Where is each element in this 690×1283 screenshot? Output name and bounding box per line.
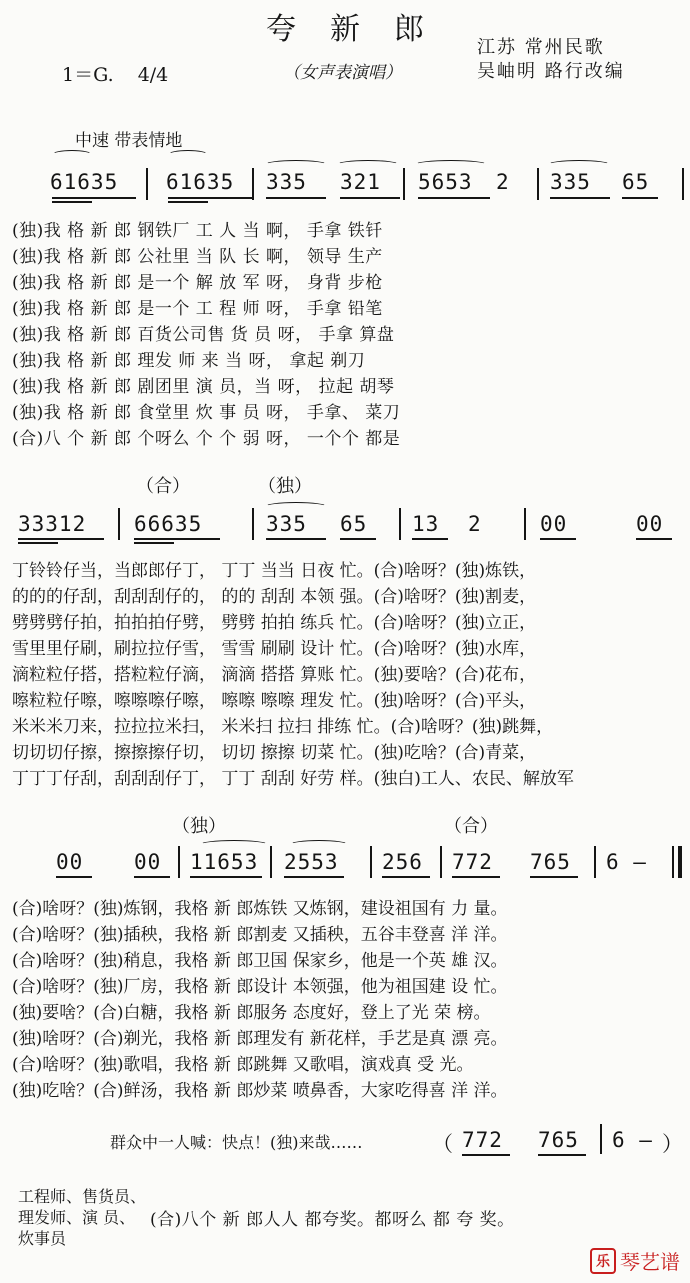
- beam: [190, 876, 262, 878]
- solo-label: （独）: [258, 476, 312, 497]
- measure-5-notes-b: 00: [636, 512, 664, 536]
- finale-role-2: 理发师、演 员、: [18, 1208, 136, 1227]
- performance-note: （女声表演唱）: [283, 63, 402, 83]
- beam: [452, 876, 500, 878]
- lyric-line: (合)啥呀？(独)稍息，我格 新 郎卫国 保家乡，他是一个英 雄 汉。: [12, 951, 508, 971]
- slur: [168, 150, 208, 159]
- beam: [56, 876, 92, 878]
- measure-1-notes: 33312: [18, 512, 87, 536]
- barline: [672, 846, 674, 878]
- slur: [200, 840, 268, 849]
- lyric-line: (独)我 格 新 郎 公社里 当 队 长 啊， 领导 生产: [12, 247, 383, 267]
- beam: [540, 538, 576, 540]
- lyric-line: (独)我 格 新 郎 钢铁厂 工 人 当 啊， 手拿 铁钎: [12, 221, 383, 241]
- beam: [168, 201, 208, 203]
- lyric-line: 米米米刀来，拉拉拉米扫， 米米扫 拉扫 排练 忙。(合)啥呀？(独)跳舞，: [12, 717, 554, 737]
- beam: [134, 876, 170, 878]
- lyric-line: 的的的仔刮，刮刮刮仔的， 的的 刮刮 本领 强。(合)啥呀？(独)割麦，: [12, 587, 537, 607]
- lyric-line: (独)吃啥？(合)鲜汤，我格 新 郎炒菜 喷鼻香，大家吃得喜 洋 洋。: [12, 1081, 508, 1101]
- measure-5-notes-a: 00: [540, 512, 568, 536]
- barline: [178, 846, 180, 878]
- shout-notes-a: 772: [462, 1128, 503, 1152]
- finale-role-3: 炊事员: [18, 1229, 67, 1248]
- beam: [134, 542, 174, 544]
- chorus-label: （合）: [136, 476, 190, 497]
- song-origin: [477, 36, 625, 84]
- measure-2-notes: 66635: [134, 512, 203, 536]
- lyric-line: (合)啥呀？(独)歌唱，我格 新 郎跳舞 又歌唱，演戏真 受 光。: [12, 1055, 474, 1075]
- slur: [415, 160, 487, 169]
- beam: [382, 876, 430, 878]
- beam: [134, 538, 220, 540]
- measure-3-notes-b: 321: [340, 170, 381, 194]
- lyric-line: 丁丁丁仔刮，刮刮刮仔丁， 丁丁 刮刮 好劳 样。(独白)工人、农民、解放军: [12, 769, 574, 789]
- solo-label: （独）: [172, 816, 226, 837]
- barline: [403, 168, 405, 200]
- slur: [52, 150, 92, 159]
- key-label: 1＝G.: [62, 64, 114, 86]
- beam: [266, 538, 326, 540]
- finale-role-1: 工程师、售货员、: [18, 1187, 147, 1206]
- shout-paren-close: ）: [662, 1132, 684, 1156]
- shout-notes-c: 6 —: [612, 1128, 653, 1152]
- lyric-line: 切切切仔擦，擦擦擦仔切， 切切 擦擦 切菜 忙。(独)吃啥？(合)青菜，: [12, 743, 537, 763]
- measure-4-notes-a: 5653: [418, 170, 473, 194]
- beam: [622, 197, 658, 199]
- barline: [146, 168, 148, 200]
- beam: [18, 538, 104, 540]
- barline: [270, 846, 272, 878]
- measure-5-notes-b: 65: [622, 170, 650, 194]
- lyric-line: (独)我 格 新 郎 食堂里 炊 事 员 呀， 手拿、 菜刀: [12, 403, 401, 423]
- shout-paren-open: （: [432, 1132, 454, 1156]
- barline: [682, 168, 684, 200]
- barline: [524, 508, 526, 540]
- origin-arranger: 吴岫明 路行改编: [477, 61, 625, 82]
- measure-3-notes-b: 65: [340, 512, 368, 536]
- measure-5-notes-b: 6 —: [606, 850, 647, 874]
- slur: [337, 160, 399, 169]
- measure-4-notes-b: 2: [496, 170, 510, 194]
- measure-3-notes: 2553: [284, 850, 339, 874]
- final-barline: [678, 846, 682, 878]
- measure-3-notes-a: 335: [266, 512, 307, 536]
- beam: [266, 197, 326, 199]
- watermark-name: 琴艺谱: [620, 1250, 680, 1274]
- finale-lyric: (合)八个 新 郎人人 都夸奖。都呀么 都 夸 奖。: [150, 1210, 515, 1230]
- lyric-line: (独)我 格 新 郎 剧团里 演 员，当 呀， 拉起 胡琴: [12, 377, 395, 397]
- beam: [18, 542, 58, 544]
- lyric-line: (独)要啥？(合)白糖，我格 新 郎服务 态度好，登上了光 荣 榜。: [12, 1003, 491, 1023]
- shout-text: 群众中一人喊：快点！(独)来哉……: [110, 1133, 363, 1152]
- beam: [550, 197, 610, 199]
- lyric-line: (独)我 格 新 郎 是一个 解 放 军 呀， 身背 步枪: [12, 273, 383, 293]
- key-signature: [62, 60, 168, 87]
- measure-2-notes: 11653: [190, 850, 259, 874]
- measure-5-notes-a: 335: [550, 170, 591, 194]
- beam: [462, 1154, 510, 1156]
- lyric-line: (独)我 格 新 郎 理发 师 来 当 呀， 拿起 剃刀: [12, 351, 366, 371]
- slur: [265, 502, 327, 511]
- lyric-line: (合)八 个 新 郎 个呀么 个 个 弱 呀， 一个个 都是: [12, 429, 401, 449]
- lyric-line: 嚓粒粒仔嚓，嚓嚓嚓仔嚓， 嚓嚓 嚓嚓 理发 忙。(独)啥呀？(合)平头，: [12, 691, 537, 711]
- barline: [252, 168, 254, 200]
- tempo-marking: 中速 带表情地: [75, 131, 183, 151]
- beam: [52, 201, 92, 203]
- beam: [284, 876, 344, 878]
- origin-source: 江苏 常州民歌: [477, 37, 605, 58]
- site-watermark: [590, 1246, 680, 1275]
- beam: [340, 538, 376, 540]
- barline: [118, 508, 120, 540]
- barline: [370, 846, 372, 878]
- beam: [530, 876, 578, 878]
- watermark-logo-icon: 乐: [590, 1248, 616, 1274]
- barline: [594, 846, 596, 878]
- slur: [548, 160, 610, 169]
- beam: [538, 1154, 586, 1156]
- beam: [418, 197, 490, 199]
- lyric-line: (合)啥呀？(独)炼钢，我格 新 郎炼铁 又炼钢，建设祖国有 力 量。: [12, 899, 508, 919]
- barline: [600, 1124, 602, 1154]
- shout-notes-b: 765: [538, 1128, 579, 1152]
- lyric-line: (合)啥呀？(独)插秧，我格 新 郎割麦 又插秧，五谷丰登喜 洋 洋。: [12, 925, 508, 945]
- measure-1-notes: 61635: [50, 170, 119, 194]
- measure-4-notes-a: 13: [412, 512, 440, 536]
- barline: [252, 508, 254, 540]
- beam: [340, 197, 400, 199]
- beam: [412, 538, 448, 540]
- barline: [440, 846, 442, 878]
- measure-4-notes-b: 772: [452, 850, 493, 874]
- slur: [265, 160, 327, 169]
- slur: [290, 840, 348, 849]
- chorus-label: （合）: [444, 816, 498, 837]
- lyric-line: 劈劈劈仔拍，拍拍拍仔劈， 劈劈 拍拍 练兵 忙。(合)啥呀？(独)立正，: [12, 613, 537, 633]
- beam: [636, 538, 672, 540]
- barline: [399, 508, 401, 540]
- lyric-line: 滴粒粒仔搭，搭粒粒仔滴， 滴滴 搭搭 算账 忙。(独)要啥？(合)花布，: [12, 665, 537, 685]
- lyric-line: 雪里里仔刷，刷拉拉仔雪， 雪雪 刷刷 设计 忙。(合)啥呀？(独)水库，: [12, 639, 537, 659]
- measure-3-notes-a: 335: [266, 170, 307, 194]
- measure-4-notes-b: 2: [468, 512, 482, 536]
- measure-1-notes-b: 00: [134, 850, 162, 874]
- measure-4-notes-a: 256: [382, 850, 423, 874]
- lyric-line: (独)我 格 新 郎 是一个 工 程 师 呀， 手拿 铅笔: [12, 299, 383, 319]
- beam: [52, 197, 136, 199]
- measure-5-notes-a: 765: [530, 850, 571, 874]
- barline: [537, 168, 539, 200]
- measure-2-notes: 61635: [166, 170, 235, 194]
- lyric-line: (独)啥呀？(合)剃光，我格 新 郎理发有 新花样，手艺是真 漂 亮。: [12, 1029, 508, 1049]
- lyric-line: (独)我 格 新 郎 百货公司售 货 员 呀， 手拿 算盘: [12, 325, 395, 345]
- time-signature: 4/4: [137, 64, 169, 86]
- song-title: 夸新郎: [266, 12, 458, 47]
- measure-1-notes-a: 00: [56, 850, 84, 874]
- lyric-line: (合)啥呀？(独)厂房，我格 新 郎设计 本领强，他为祖国建 设 忙。: [12, 977, 508, 997]
- lyric-line: 丁铃铃仔当，当郎郎仔丁， 丁丁 当当 日夜 忙。(合)啥呀？(独)炼铁，: [12, 561, 537, 581]
- beam: [168, 197, 252, 199]
